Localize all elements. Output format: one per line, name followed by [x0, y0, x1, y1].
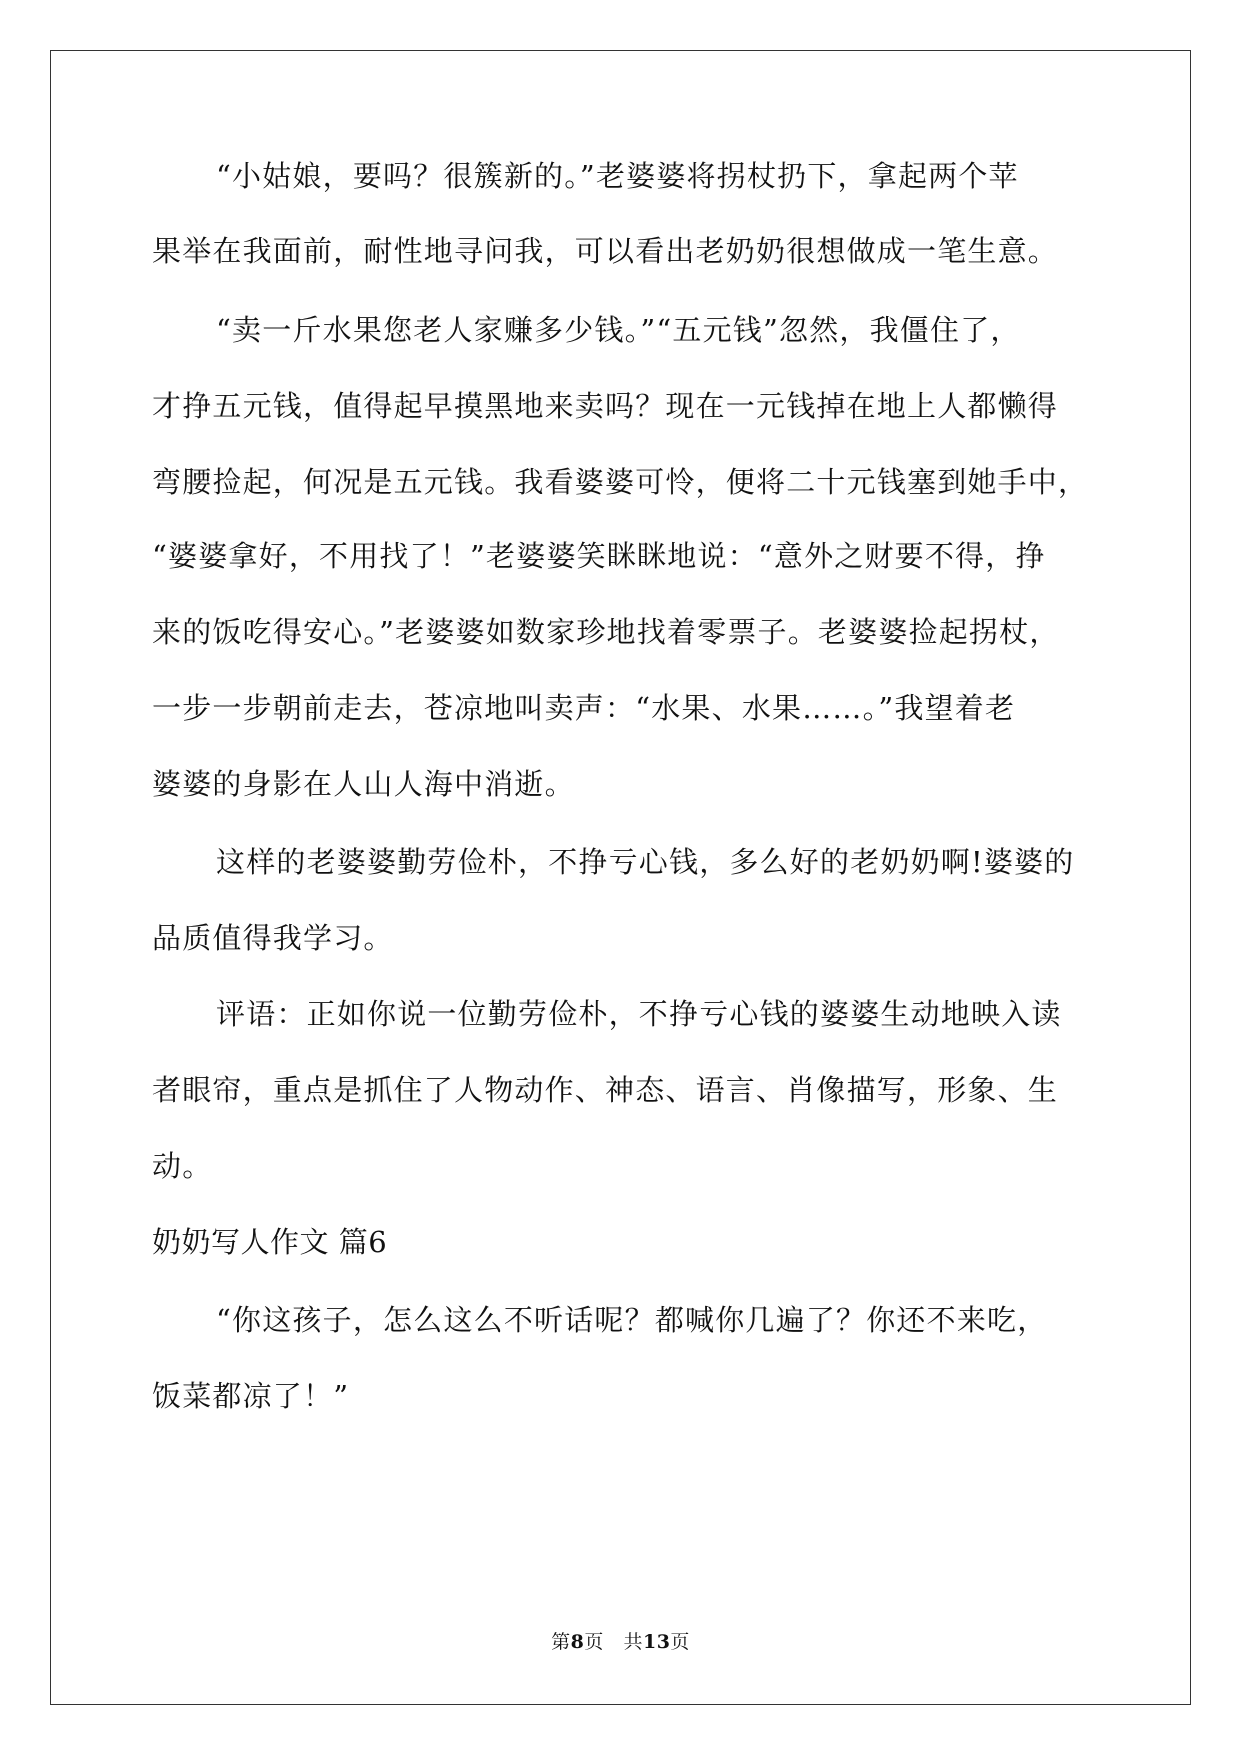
total-prefix: 共 [623, 1631, 643, 1653]
page-suffix: 页 [584, 1631, 604, 1653]
paragraph-line: “卖一斤水果您老人家赚多少钱。”“五元钱”忽然，我僵住了， [216, 313, 1021, 347]
paragraph-line: 果举在我面前，耐性地寻问我，可以看出老奶奶很想做成一笔生意。 [152, 234, 1059, 268]
paragraph-line: “你这孩子，怎么这么不听话呢？都喊你几遍了？你还不来吃， [216, 1303, 1048, 1337]
paragraph-line: “婆婆拿好，不用找了！”老婆婆笑眯眯地说：“意外之财要不得，挣 [152, 539, 1046, 573]
paragraph-line: 来的饭吃得安心。”老婆婆如数家珍地找着零票子。老婆婆捡起拐杖， [152, 615, 1060, 649]
paragraph-line: 婆婆的身影在人山人海中消逝。 [152, 767, 575, 801]
paragraph-line: 这样的老婆婆勤劳俭朴，不挣亏心钱，多么好的老奶奶啊!婆婆的 [216, 845, 1075, 879]
paragraph-line: 饭菜都凉了！” [152, 1379, 350, 1413]
paragraph-line: 弯腰捡起，何况是五元钱。我看婆婆可怜，便将二十元钱塞到她手中， [152, 465, 1089, 499]
page-current: 8 [570, 1631, 585, 1653]
paragraph-line: 者眼帘，重点是抓住了人物动作、神态、语言、肖像描写，形象、生 [152, 1073, 1059, 1107]
paragraph-line: 才挣五元钱，值得起早摸黑地来卖吗？现在一元钱掉在地上人都懒得 [152, 389, 1059, 423]
page-number-footer [0, 1630, 1241, 1654]
total-suffix: 页 [670, 1631, 690, 1653]
paragraph-line: 动。 [152, 1149, 213, 1183]
paragraph-line: 品质值得我学习。 [152, 921, 394, 955]
page-total: 13 [642, 1631, 671, 1653]
paragraph-line: 评语：正如你说一位勤劳俭朴，不挣亏心钱的婆婆生动地映入读 [216, 997, 1062, 1031]
section-heading: 奶奶写人作文 篇6 [152, 1225, 388, 1259]
paragraph-line: 一步一步朝前走去，苍凉地叫卖声：“水果、水果……。”我望着老 [152, 691, 1016, 725]
paragraph-line: “小姑娘，要吗？很簇新的。”老婆婆将拐杖扔下，拿起两个苹 [216, 159, 1019, 193]
page-prefix: 第 [551, 1631, 571, 1653]
